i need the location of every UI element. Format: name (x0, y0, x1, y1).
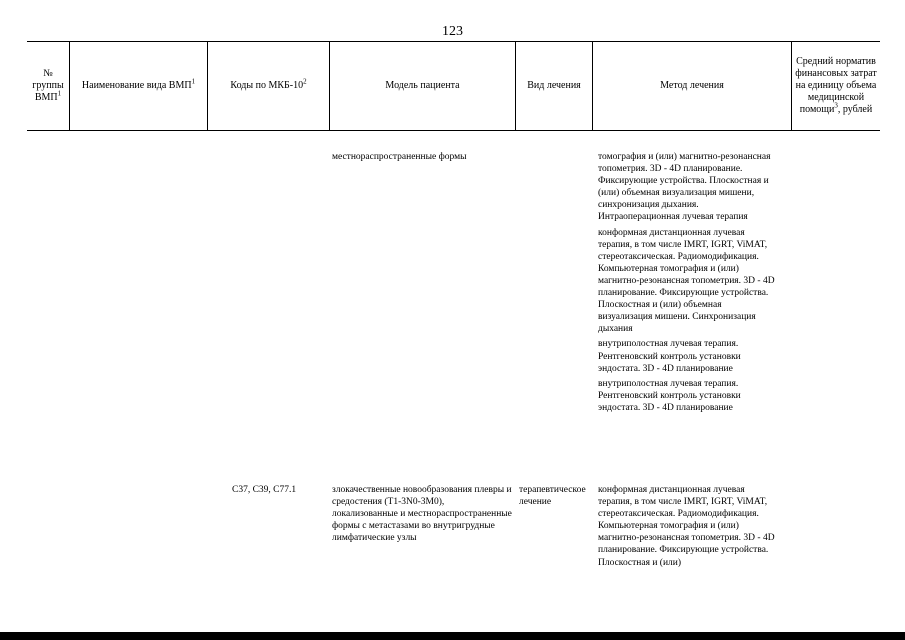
row2-icd-codes: C37, C39, C77.1 (232, 485, 297, 495)
header-vmp-name: Наименование вида ВМП$^1$ (81, 77, 196, 91)
header-cost-norm: Средний норматив финансовых затрат на единицу объема медицинской помощи$^3$, рублей (795, 56, 877, 115)
row2-treatment-type: терапевтическое лечение (519, 485, 586, 508)
row1-method-3: внутриполостная лучевая терапия. Рентгеновский контроль установки эндостата. 3D - 4D планирование (598, 339, 741, 374)
row2-method-1: конформная дистанционная лучевая терапия, в том числе IMRT, IGRT, ViMAT, стереотаксическая. Радиомодификация. Компьютерная томография и (или) магнитно-резонансная топометрия. 3D - 4D планирование. Фиксирующие устройства. Плоскостная и (или) (598, 485, 775, 568)
row2-methods (598, 484, 776, 572)
page-number: 123 (442, 24, 463, 39)
header-group-number: № группы ВМП$^1$ (32, 68, 64, 103)
row1-methods (598, 151, 776, 417)
header-treatment-type: Вид лечения (527, 80, 581, 91)
scan-bottom-edge (0, 632, 905, 640)
row1-method-1: томография и (или) магнитно-резонансная топометрия. 3D - 4D планирование. Фиксирующие устройства. Плоскостная и (или) объемная визуализация мишени, синхронизация дыхания. Интраоперационная лучевая терапия (598, 152, 771, 223)
row2-patient-model: злокачественные новообразования плевры и средостения (T1-3N0-3M0), локализованные и местнораспространенные формы с метастазами во внутригрудные лимфатические узлы (332, 485, 512, 544)
row1-patient-model: местнораспространенные формы (332, 152, 467, 162)
header-treatment-method: Метод лечения (660, 80, 724, 91)
row1-method-4: внутриполостная лучевая терапия. Рентгеновский контроль установки эндостата. 3D - 4D планирование (598, 378, 741, 413)
header-patient-model: Модель пациента (385, 80, 460, 91)
header-icd-codes: Коды по МКБ-$10^2$ (230, 77, 307, 91)
row1-method-2: конформная дистанционная лучевая терапия, в том числе IMRT, IGRT, ViMAT, стереотаксическая. Радиомодификация. Компьютерная томография и (или) магнитно-резонансная топометрия. 3D - 4D планирование. Фиксирующие устройства. Плоскостная и (или) объемная визуализация мишени. Синхронизация дыхания (598, 227, 775, 335)
table-header (27, 41, 880, 131)
